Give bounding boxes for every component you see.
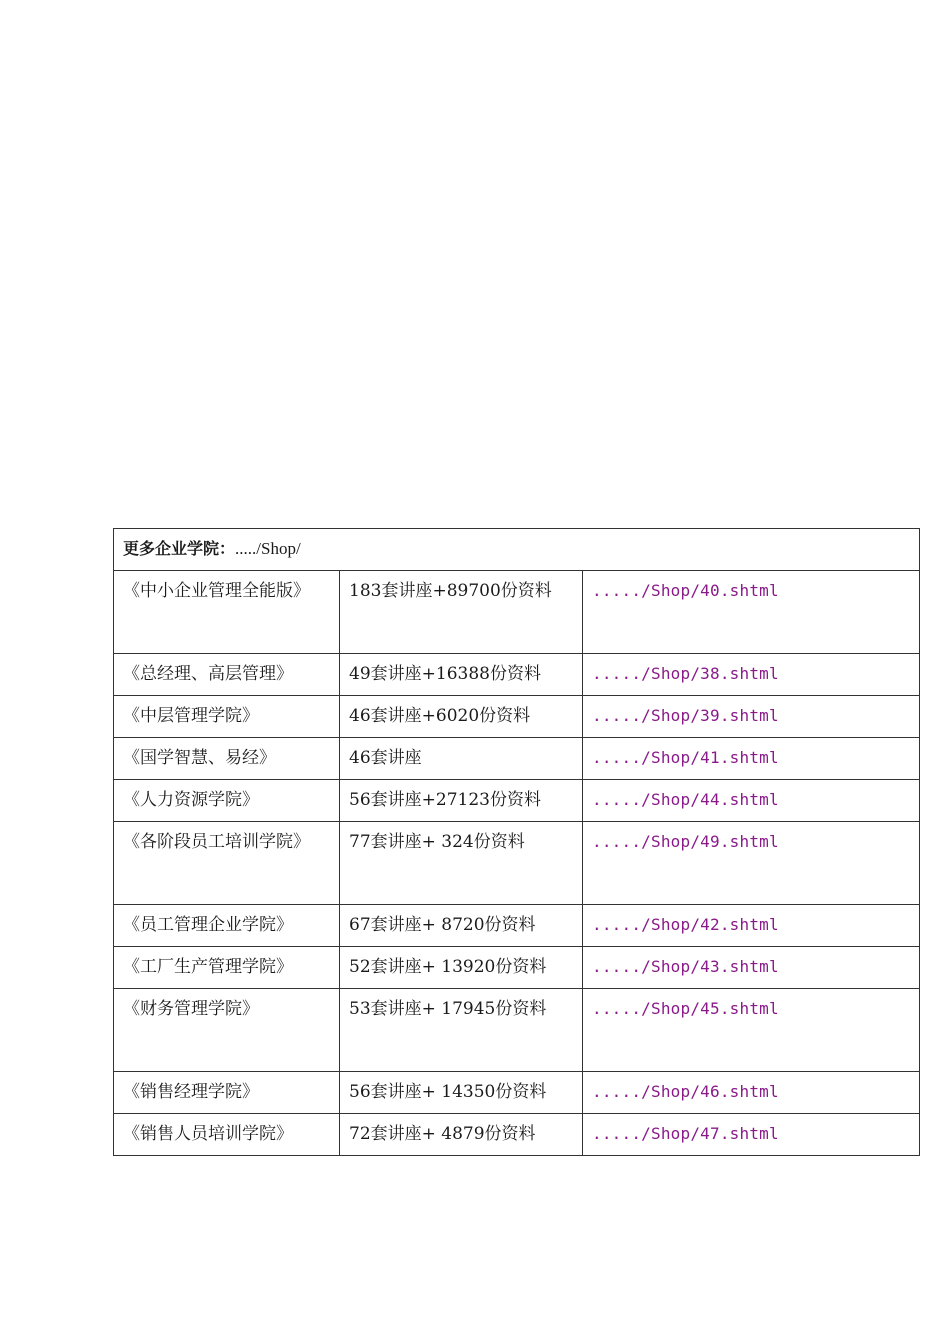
academy-content-cell xyxy=(340,989,583,1072)
academy-table xyxy=(113,528,920,1156)
academy-content-cell xyxy=(340,696,583,738)
academy-table-container xyxy=(113,528,919,1156)
table-row xyxy=(114,780,920,822)
academy-content-cell xyxy=(340,947,583,989)
academy-link-cell xyxy=(583,822,920,905)
academy-link[interactable]: ...../Shop/38.shtml xyxy=(592,664,779,683)
academy-content-cell xyxy=(340,654,583,696)
academy-link-cell xyxy=(583,1072,920,1114)
academy-link-cell xyxy=(583,989,920,1072)
academy-link[interactable]: ...../Shop/42.shtml xyxy=(592,915,779,934)
academy-content-cell xyxy=(340,822,583,905)
table-row xyxy=(114,1114,920,1156)
table-row xyxy=(114,696,920,738)
academy-name: 《总经理、高层管理》 xyxy=(123,664,293,684)
academy-content-summary: 53套讲座+ 17945份资料 xyxy=(349,999,547,1019)
academy-link[interactable]: ...../Shop/39.shtml xyxy=(592,706,779,725)
academy-content-summary: 46套讲座 xyxy=(349,748,422,768)
academy-name: 《销售经理学院》 xyxy=(123,1082,259,1102)
academy-content-cell xyxy=(340,1072,583,1114)
academy-link[interactable]: ...../Shop/46.shtml xyxy=(592,1082,779,1101)
academy-name: 《中层管理学院》 xyxy=(123,706,259,726)
academy-content-summary: 56套讲座+27123份资料 xyxy=(349,790,541,810)
academy-link[interactable]: ...../Shop/43.shtml xyxy=(592,957,779,976)
academy-name: 《人力资源学院》 xyxy=(123,790,259,810)
table-row xyxy=(114,571,920,654)
academy-link-cell xyxy=(583,947,920,989)
academy-name-cell xyxy=(114,780,340,822)
table-row xyxy=(114,822,920,905)
academy-content-summary: 52套讲座+ 13920份资料 xyxy=(349,957,547,977)
academy-name: 《销售人员培训学院》 xyxy=(123,1124,293,1144)
academy-name-cell xyxy=(114,905,340,947)
academy-link-cell xyxy=(583,780,920,822)
table-row xyxy=(114,1072,920,1114)
table-row xyxy=(114,989,920,1072)
academy-link-cell xyxy=(583,696,920,738)
academy-content-summary: 56套讲座+ 14350份资料 xyxy=(349,1082,547,1102)
table-row xyxy=(114,905,920,947)
academy-content-summary: 49套讲座+16388份资料 xyxy=(349,664,541,684)
table-header-cell xyxy=(114,529,920,571)
academy-name: 《各阶段员工培训学院》 xyxy=(123,832,310,852)
academy-name: 《国学智慧、易经》 xyxy=(123,748,276,768)
academy-name: 《财务管理学院》 xyxy=(123,999,259,1019)
academy-name: 《工厂生产管理学院》 xyxy=(123,957,293,977)
academy-name: 《中小企业管理全能版》 xyxy=(123,581,310,601)
academy-name-cell xyxy=(114,696,340,738)
academy-content-cell xyxy=(340,738,583,780)
academy-name-cell xyxy=(114,1072,340,1114)
academy-content-summary: 46套讲座+6020份资料 xyxy=(349,706,531,726)
academy-content-summary: 183套讲座+89700份资料 xyxy=(349,581,552,601)
academy-link[interactable]: ...../Shop/44.shtml xyxy=(592,790,779,809)
academy-name-cell xyxy=(114,989,340,1072)
academy-link[interactable]: ...../Shop/47.shtml xyxy=(592,1124,779,1143)
academy-link[interactable]: ...../Shop/49.shtml xyxy=(592,832,779,851)
academy-content-summary: 77套讲座+ 324份资料 xyxy=(349,832,525,852)
academy-link[interactable]: ...../Shop/40.shtml xyxy=(592,581,779,600)
academy-content-cell xyxy=(340,780,583,822)
table-header-row xyxy=(114,529,920,571)
academy-name-cell xyxy=(114,822,340,905)
academy-name: 《员工管理企业学院》 xyxy=(123,915,293,935)
academy-link-cell xyxy=(583,571,920,654)
table-row xyxy=(114,947,920,989)
academy-name-cell xyxy=(114,738,340,780)
academy-link-cell xyxy=(583,738,920,780)
academy-content-cell xyxy=(340,571,583,654)
academy-link-cell xyxy=(583,905,920,947)
academy-content-summary: 67套讲座+ 8720份资料 xyxy=(349,915,536,935)
academy-content-summary: 72套讲座+ 4879份资料 xyxy=(349,1124,536,1144)
header-url: ...../Shop/ xyxy=(235,539,301,558)
academy-link[interactable]: ...../Shop/45.shtml xyxy=(592,999,779,1018)
academy-content-cell xyxy=(340,1114,583,1156)
academy-name-cell xyxy=(114,654,340,696)
academy-link-cell xyxy=(583,654,920,696)
academy-name-cell xyxy=(114,571,340,654)
header-label: 更多企业学院： xyxy=(123,539,236,558)
table-row xyxy=(114,654,920,696)
academy-link-cell xyxy=(583,1114,920,1156)
academy-name-cell xyxy=(114,1114,340,1156)
academy-table-body xyxy=(114,529,920,1156)
academy-content-cell xyxy=(340,905,583,947)
academy-link[interactable]: ...../Shop/41.shtml xyxy=(592,748,779,767)
academy-name-cell xyxy=(114,947,340,989)
table-row xyxy=(114,738,920,780)
